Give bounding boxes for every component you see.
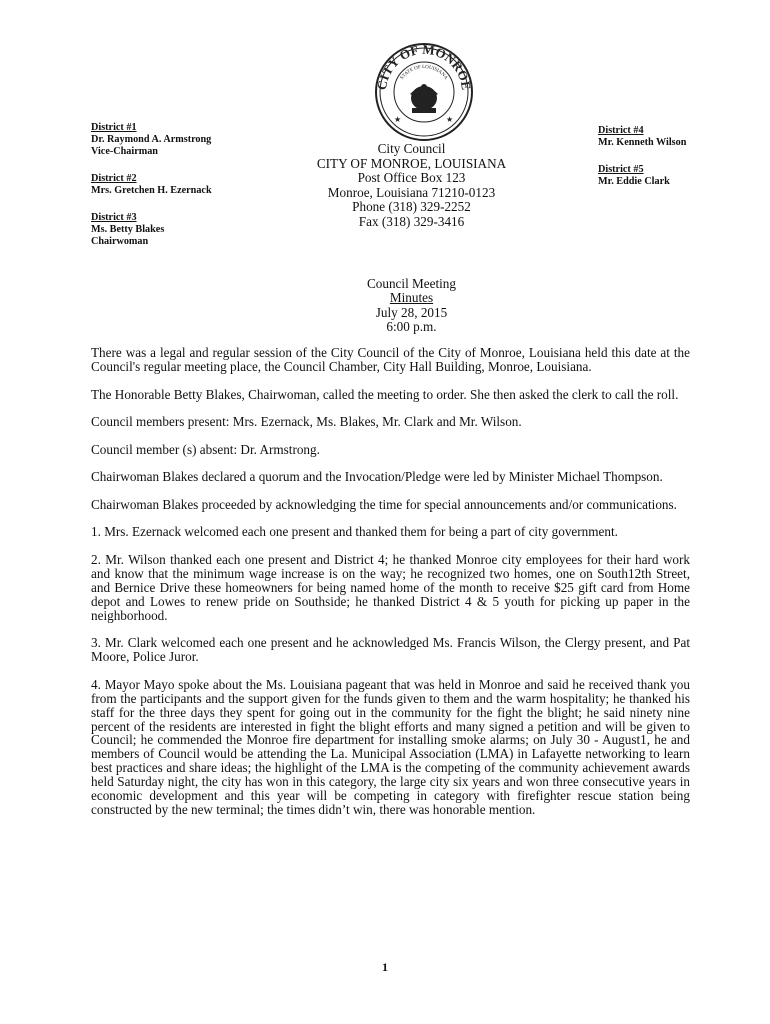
district-1-member-name: Dr. Raymond A. Armstrong bbox=[91, 134, 212, 145]
paragraph-item-3: 3. Mr. Clark welcomed each one present and he acknowledged Ms. Francis Wilson, the Clergy present, and Pat Moore, Police Juror. bbox=[91, 635, 690, 665]
paragraph-item-4: 4. Mayor Mayo spoke about the Ms. Louisiana pageant that was held in Monroe and said he received thank you from the participants and the support given for the funds given to them and the warm hospitality; he thanked his staff for the three days they spent for going out in the community for the fight the blight; he said ninety nine percent of the residents are interested in fight the blight efforts and many signed a petition and will be given to Council; he commended the Monroe fire department for installing smoke alarms; on July 30 - August1, he and members of Council would be attending the La. Municipal Association (LMA) in Lafayette networking to learn best practices and share ideas; the highlight of the LMA is the competing of the community achievement awards held Saturday night, the city has won in this category, the large city six years and won three consecutive years in economic development and this year will be competing in category with firefighter rescue station being constructed by the new terminal; the times didn’t win, there was honorable mention. bbox=[91, 676, 690, 817]
district-3-member-name: Ms. Betty Blakes bbox=[91, 224, 165, 235]
district-2-label: District #2 bbox=[91, 173, 137, 184]
paragraph-call-to-order: The Honorable Betty Blakes, Chairwoman, called the meeting to order. She then asked the clerk to call the roll. bbox=[91, 386, 679, 402]
minutes-body bbox=[91, 346, 690, 831]
letterhead bbox=[300, 142, 523, 229]
svg-text:★: ★ bbox=[446, 115, 454, 124]
letterhead-city: CITY OF MONROE, LOUISIANA bbox=[316, 155, 507, 171]
meeting-heading bbox=[300, 277, 523, 334]
paragraph-item-2: 2. Mr. Wilson thanked each one present and District 4; he thanked Monroe city employees for their hard work and know that the minimum wage increase is on the way; he recognized two homes, one on South12th Street, and Bernice Drive these homeowners for being named home of the month to receive $25 gift card from Home depot and Lowes to renew pride on Southside; he thanked District 4 & 5 youth for picking up paper in the neighborhood. bbox=[91, 552, 690, 623]
paragraph-item-1: 1. Mrs. Ezernack welcomed each one present and thanked them for being a part of city government. bbox=[91, 524, 618, 540]
svg-text:★: ★ bbox=[394, 115, 402, 124]
district-1-label: District #1 bbox=[91, 122, 137, 133]
seal-inner-text: STATE OF LOUISIANA bbox=[399, 64, 449, 81]
paragraph-members-present: Council members present: Mrs. Ezernack, Ms. Blakes, Mr. Clark and Mr. Wilson. bbox=[91, 414, 522, 430]
city-seal-logo bbox=[374, 42, 474, 142]
district-3-entry bbox=[91, 212, 291, 248]
page-number: 1 bbox=[382, 960, 388, 974]
district-4-member-name: Mr. Kenneth Wilson bbox=[598, 137, 687, 148]
district-2-member-name: Mrs. Gretchen H. Ezernack bbox=[91, 185, 212, 196]
district-3-label: District #3 bbox=[91, 212, 137, 223]
district-1-entry bbox=[91, 122, 291, 158]
seal-top-text: CITY OF MONROE bbox=[374, 42, 474, 91]
paragraph-session: There was a legal and regular session of the City Council of the City of Monroe, Louisiana held this date at the Council's regular meeting place, the Council Chamber, City Hall Building, Monroe, Louisiana. bbox=[91, 345, 690, 374]
letterhead-city-zip: Monroe, Louisiana 71210-0123 bbox=[327, 184, 496, 200]
letterhead-phone: Phone (318) 329-2252 bbox=[352, 199, 471, 214]
minutes-subtitle: Minutes bbox=[389, 290, 434, 306]
paragraph-announcements: Chairwoman Blakes proceeded by acknowledging the time for special announcements and/or communications. bbox=[91, 496, 677, 512]
district-2-entry bbox=[91, 173, 291, 197]
paragraph-members-absent: Council member (s) absent: Dr. Armstrong. bbox=[91, 441, 320, 457]
district-5-label: District #5 bbox=[598, 164, 644, 175]
district-4-entry bbox=[598, 125, 758, 149]
right-council-roster bbox=[598, 125, 758, 203]
meeting-title: Council Meeting bbox=[366, 276, 456, 291]
letterhead-po-box: Post Office Box 123 bbox=[357, 170, 466, 185]
meeting-date: July 28, 2015 bbox=[375, 304, 448, 320]
left-council-roster bbox=[91, 122, 291, 263]
district-4-label: District #4 bbox=[598, 125, 644, 136]
letterhead-fax: Fax (318) 329-3416 bbox=[358, 213, 465, 229]
district-1-member-role: Vice-Chairman bbox=[91, 146, 158, 157]
district-3-member-role: Chairwoman bbox=[91, 236, 149, 247]
meeting-time: 6:00 p.m. bbox=[386, 318, 437, 334]
paragraph-quorum: Chairwoman Blakes declared a quorum and the Invocation/Pledge were led by Minister Michael Thompson. bbox=[91, 469, 663, 485]
district-5-entry bbox=[598, 164, 758, 188]
district-5-member-name: Mr. Eddie Clark bbox=[598, 176, 670, 187]
letterhead-council: City Council bbox=[377, 141, 446, 156]
